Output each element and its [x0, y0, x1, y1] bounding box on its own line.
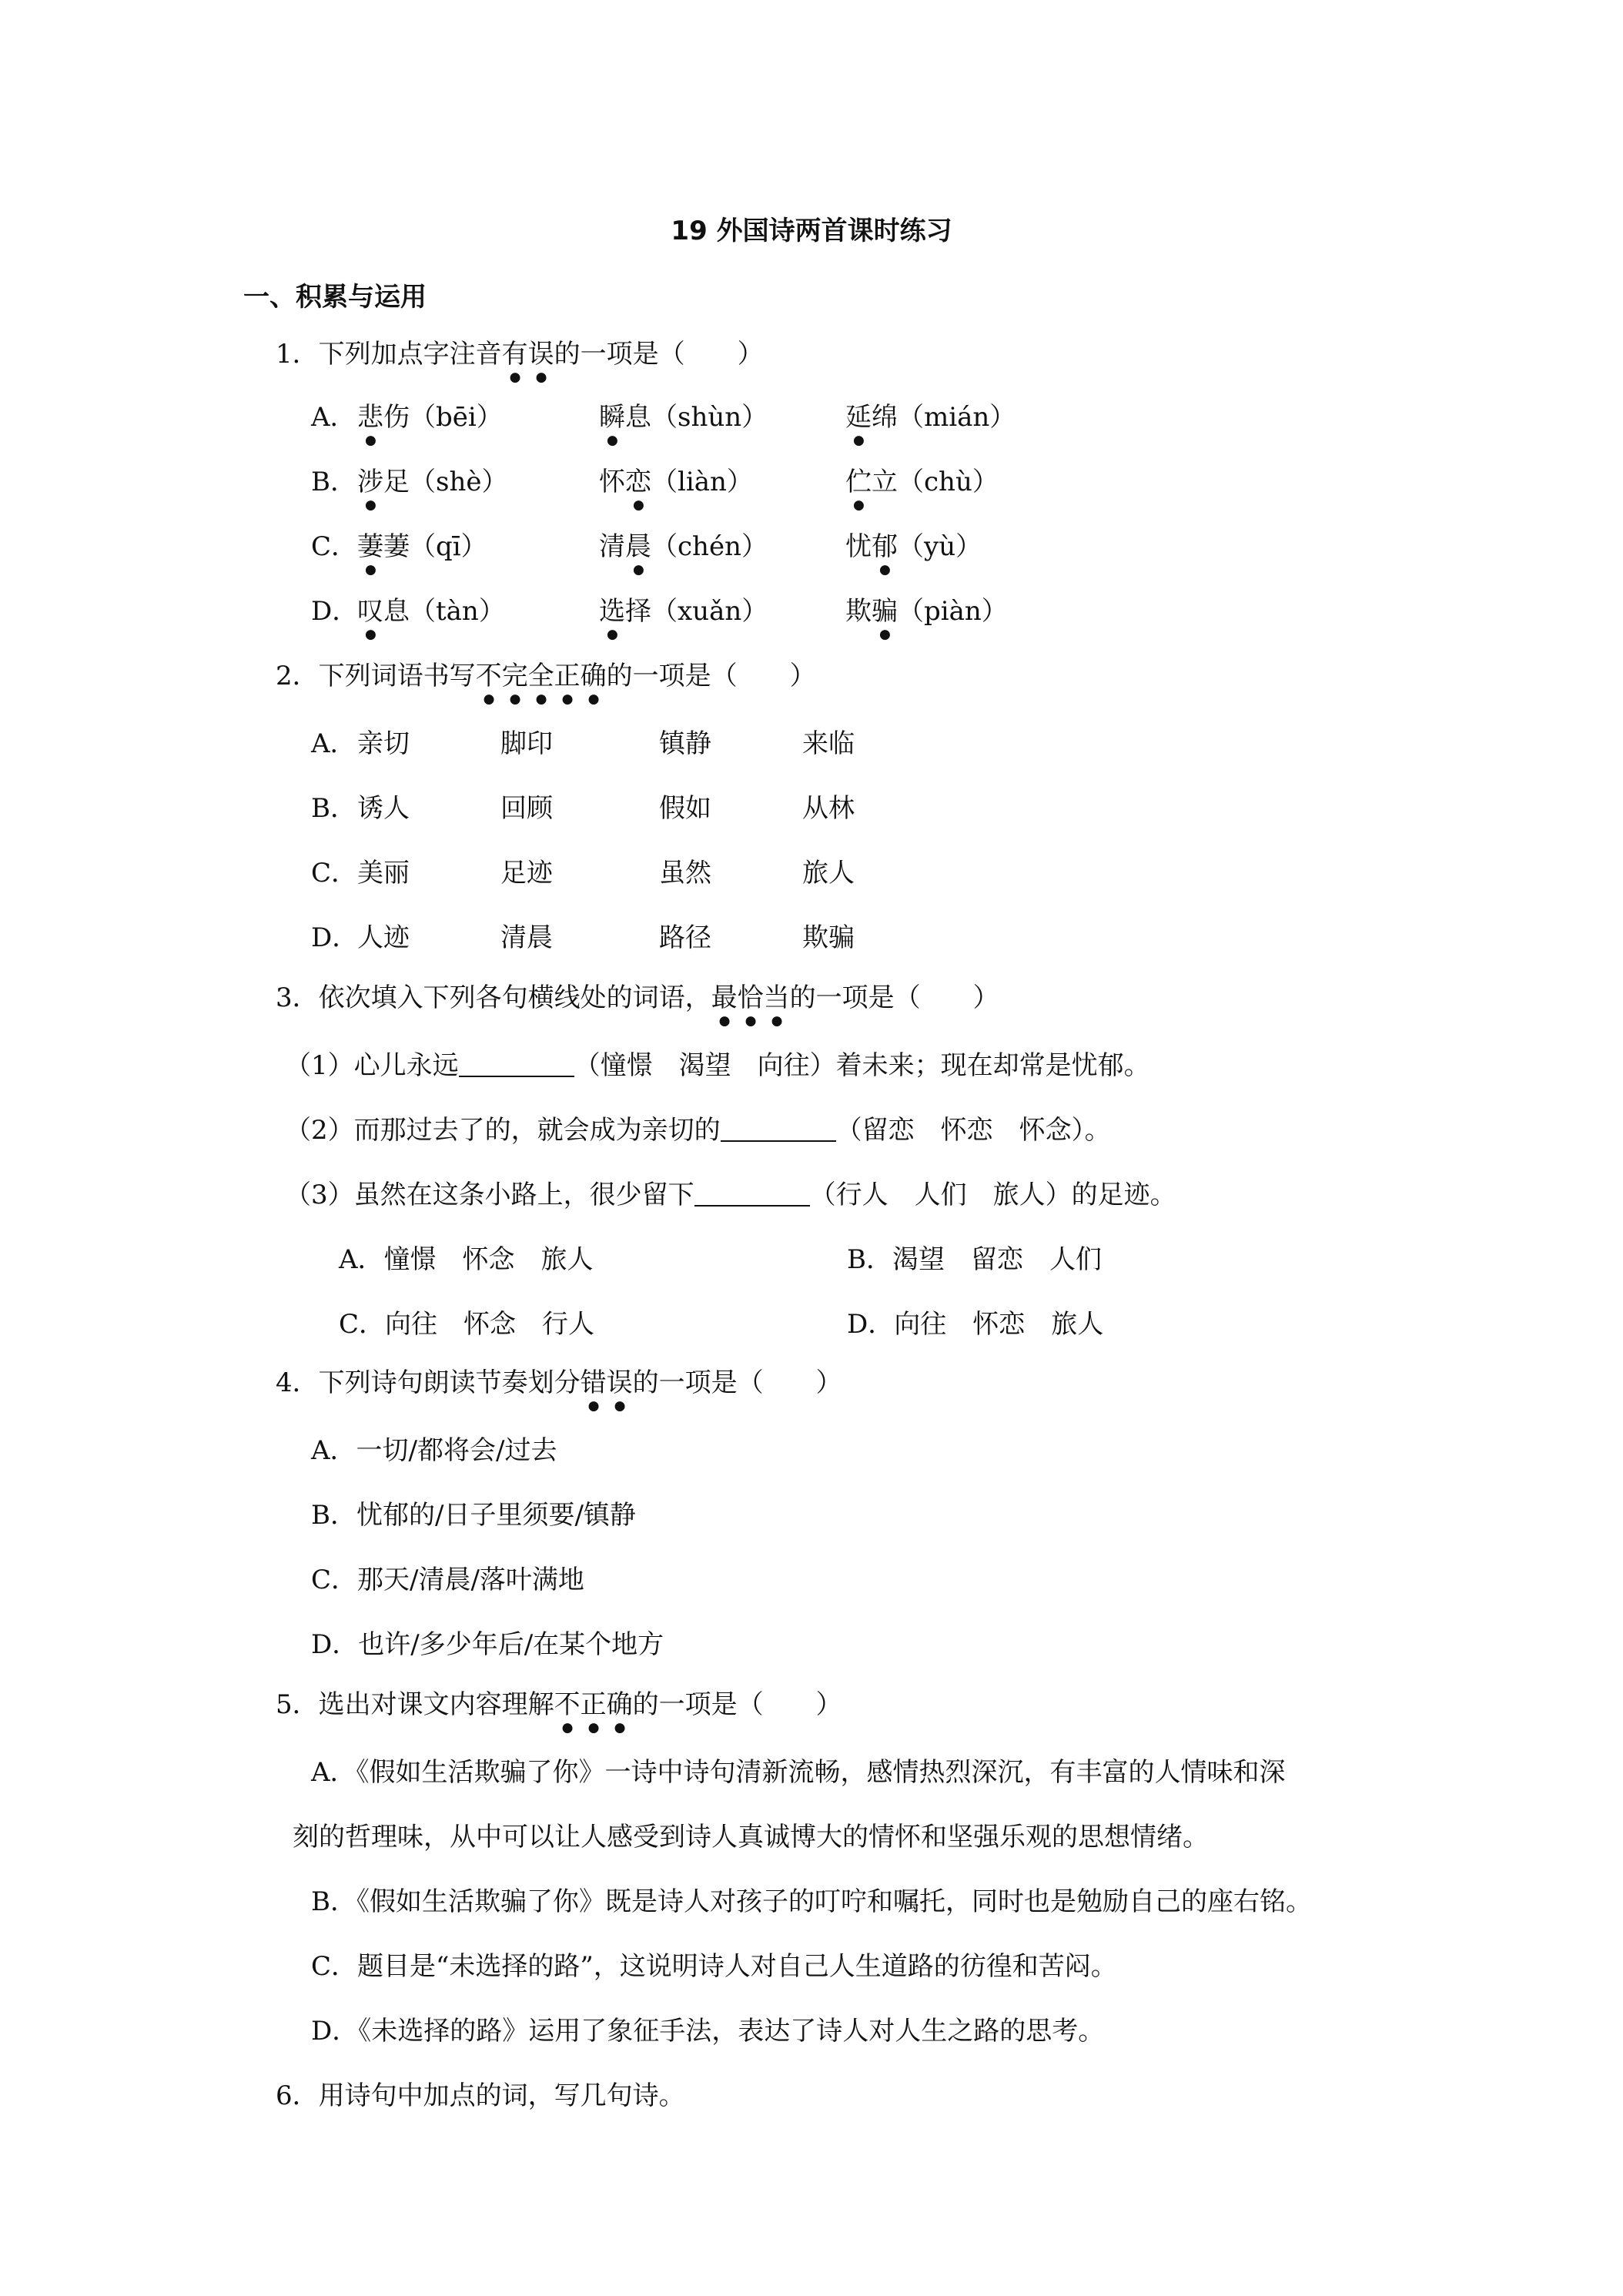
question-6-stem: 6．用诗句中加点的词，写几句诗。	[276, 2080, 685, 2111]
q2-option-c-word: 虽然	[659, 858, 711, 889]
question-2-stem: 2．下列词语书写不完全正确的一项是（ ）	[276, 661, 816, 691]
q1-option-b-item2: 怀恋（liàn）	[599, 467, 753, 497]
q2-option-a-label: A．	[311, 728, 356, 759]
q3-option-a: A．憧憬 怀念 旅人	[339, 1244, 594, 1275]
q2-option-a-word: 来临	[802, 728, 855, 759]
q5-option-c: C．题目是“未选择的路”，这说明诗人对自己人生道路的彷徨和苦闷。	[311, 1951, 1117, 1982]
q1-option-d-label: D．	[311, 596, 359, 627]
q2-option-c-word: 旅人	[802, 858, 855, 889]
q2-option-d-word: 路径	[659, 922, 711, 953]
question-5-stem: 5．选出对课文内容理解不正确的一项是（ ）	[276, 1689, 842, 1720]
q2-option-a-word: 镇静	[659, 728, 711, 759]
q2-option-c-label: C．	[311, 858, 358, 889]
q1-option-d-item2: 选择（xuǎn）	[599, 596, 768, 627]
q4-option-b: B．忧郁的/日子里须要/镇静	[311, 1500, 636, 1531]
q2-option-c-word: 足迹	[500, 858, 553, 889]
q1-option-b-item1: 涉足（shè）	[357, 467, 508, 497]
q1-option-c-item3: 忧郁（yù）	[845, 531, 982, 562]
q2-option-d-word: 人迹	[357, 922, 410, 953]
q3-sentence-1: （1）心儿永远 （憧憬 渴望 向往）着未来；现在却常是忧郁。	[285, 1050, 1150, 1081]
q1-option-b-label: B．	[311, 467, 356, 497]
q3-option-c: C．向往 怀念 行人	[339, 1309, 595, 1340]
q4-option-d: D．也许/多少年后/在某个地方	[311, 1629, 664, 1660]
q4-option-a: A．一切/都将会/过去	[311, 1435, 557, 1466]
q3-option-b: B．渴望 留恋 人们	[847, 1244, 1102, 1275]
q1-option-a-label: A．	[311, 402, 356, 433]
q1-option-a-item3: 延绵（mián）	[845, 402, 1016, 433]
fill-blank[interactable]	[694, 1182, 810, 1207]
q1-option-b-item3: 伫立（chù）	[845, 467, 999, 497]
q1-option-a-item2: 瞬息（shùn）	[599, 402, 768, 433]
q2-option-d-word: 欺骗	[802, 922, 855, 953]
q1-option-a-item1: 悲伤（bēi）	[357, 402, 503, 433]
question-1-stem: 1．下列加点字注音有误的一项是（ ）	[276, 339, 764, 370]
q1-option-c-item2: 清晨（chén）	[599, 531, 768, 562]
q3-sentence-2: （2）而那过去了的，就会成为亲切的 （留恋 怀恋 怀念）。	[285, 1115, 1111, 1146]
q2-option-c-word: 美丽	[357, 858, 410, 889]
q2-option-b-word: 假如	[659, 793, 711, 824]
question-4-stem: 4．下列诗句朗读节奏划分错误的一项是（ ）	[276, 1367, 842, 1398]
q1-option-c-item1: 萋萋（qī）	[357, 531, 487, 562]
q1-option-d-item1: 叹息（tàn）	[357, 596, 505, 627]
q5-option-d: D．《未选择的路》运用了象征手法，表达了诗人对人生之路的思考。	[311, 2016, 1105, 2047]
page-title: 19 外国诗两首课时练习	[671, 216, 952, 246]
section-heading: 一、积累与运用	[243, 282, 427, 313]
q3-option-d: D．向往 怀恋 旅人	[847, 1309, 1104, 1340]
question-3-stem: 3．依次填入下列各句横线处的词语，最恰当的一项是（ ）	[276, 982, 999, 1013]
q2-option-a-word: 亲切	[357, 728, 410, 759]
fill-blank[interactable]	[459, 1053, 574, 1077]
q2-option-b-label: B．	[311, 793, 356, 824]
q2-option-d-label: D．	[311, 922, 359, 953]
q5-option-b: B．《假如生活欺骗了你》既是诗人对孩子的叮咛和嘱托，同时也是勉励自己的座右铭。	[311, 1886, 1312, 1917]
q2-option-b-word: 回顾	[500, 793, 553, 824]
q3-sentence-3: （3）虽然在这条小路上，很少留下 （行人 人们 旅人）的足迹。	[285, 1180, 1176, 1210]
q4-option-c: C．那天/清晨/落叶满地	[311, 1565, 584, 1595]
q1-option-d-item3: 欺骗（piàn）	[845, 596, 1008, 627]
q2-option-b-word: 从林	[802, 793, 855, 824]
q2-option-a-word: 脚印	[500, 728, 553, 759]
q5-option-a-line2: 刻的哲理味，从中可以让人感受到诗人真诚博大的情怀和坚强乐观的思想情绪。	[293, 1822, 1209, 1853]
q5-option-a-line1: A．《假如生活欺骗了你》一诗中诗句清新流畅，感情热烈深沉，有丰富的人情味和深	[311, 1757, 1286, 1788]
fill-blank[interactable]	[721, 1117, 836, 1142]
q1-option-c-label: C．	[311, 531, 358, 562]
q2-option-b-word: 诱人	[357, 793, 410, 824]
q2-option-d-word: 清晨	[500, 922, 553, 953]
